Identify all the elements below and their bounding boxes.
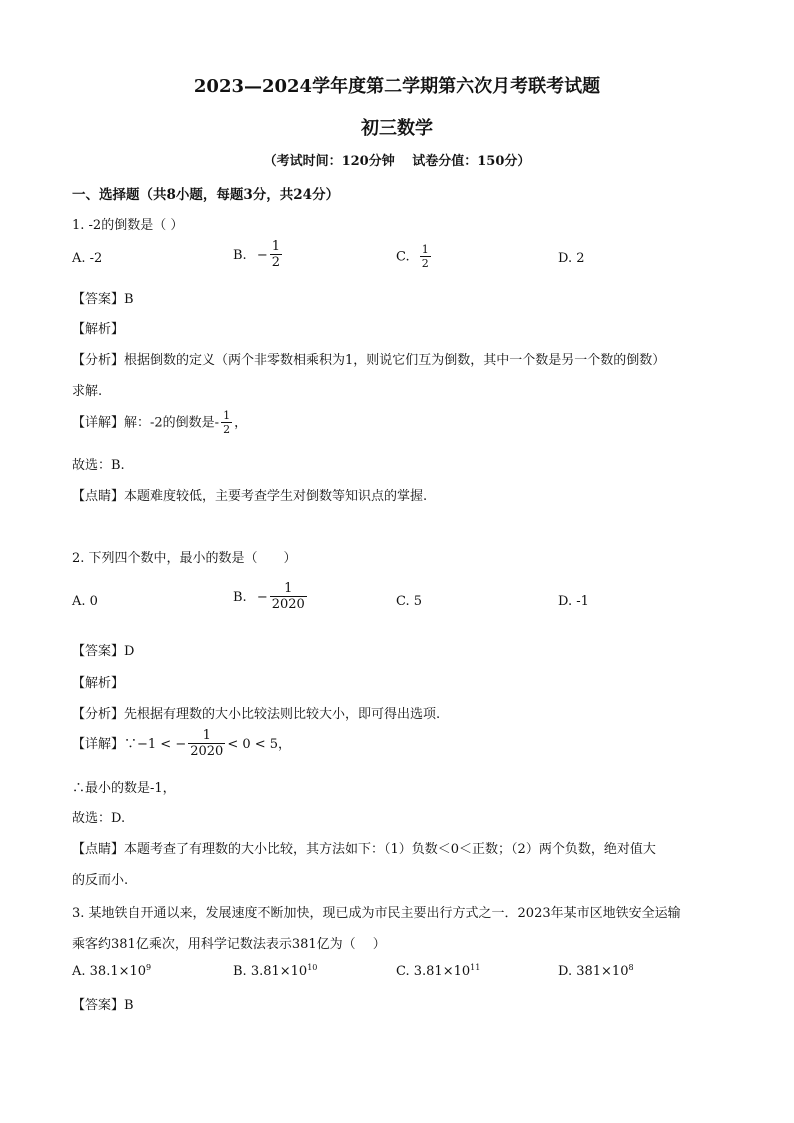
q2-comment-line-2: 的反而小.: [72, 873, 129, 888]
q2-option-b: B. − $\frac{1}{2020}$: [233, 581, 305, 613]
q1-analysis-line-2: 求解.: [72, 384, 103, 399]
q1-option-d: D. 2: [558, 251, 585, 266]
q3-answer: 【答案】B: [72, 998, 134, 1013]
q1-analysis-line-1: 【分析】根据倒数的定义（两个非零数相乘积为1，则说它们互为倒数，其中一个数是另一个数的倒数）: [72, 353, 666, 368]
q1-option-b-fraction: $\frac{1}{2}$: [271, 239, 281, 271]
q3-option-b: B. $3.81\times 10^{10}$: [233, 963, 318, 979]
q2-detail: 【详解】∵−1 < − $\frac{1}{2020}$ < 0 < 5，: [72, 728, 292, 760]
q1-analysis-tag: 【解析】: [72, 322, 125, 337]
q1-detail: 【详解】解：-2的倒数是- $\frac{1}{2}$ ，: [72, 409, 248, 437]
q2-stem: 2. 下列四个数中，最小的数是（ ）: [72, 551, 297, 566]
q1-option-b: B. − $\frac{1}{2}$: [233, 239, 281, 271]
q2-option-c: C. 5: [396, 594, 423, 609]
q2-answer: 【答案】D: [72, 644, 135, 659]
q3-option-a: A. $38.1\times 10^9$: [72, 963, 152, 979]
exam-subject: 初三数学: [361, 118, 433, 139]
q1-option-a: A. -2: [72, 251, 103, 266]
q1-answer: 【答案】B: [72, 292, 134, 307]
q1-comment: 【点睛】本题难度较低，主要考查学生对倒数等知识点的掌握.: [72, 489, 428, 504]
q2-therefore: ∴最小的数是-1，: [72, 781, 176, 796]
q2-analysis-tag: 【解析】: [72, 676, 125, 691]
q2-option-b-fraction: $\frac{1}{2020}$: [271, 581, 305, 613]
q1-stem: 1. -2的倒数是（ ）: [72, 218, 184, 233]
q2-choose: 故选：D.: [72, 811, 126, 826]
q2-analysis-line-1: 【分析】先根据有理数的大小比较法则比较大小，即可得出选项.: [72, 707, 441, 722]
q1-choose: 故选：B.: [72, 458, 125, 473]
q3-stem-line-2: 乘客约381亿乘次，用科学记数法表示381亿为（ ）: [72, 937, 386, 952]
q1-option-c: C. $\frac{1}{2}$: [396, 243, 429, 271]
q1-detail-fraction: $\frac{1}{2}$: [223, 409, 231, 437]
q3-option-c: C. $3.81\times 10^{11}$: [396, 963, 481, 979]
section-heading: 一、选择题（共8小题，每题3分，共24分）: [72, 187, 340, 203]
q1-option-c-fraction: $\frac{1}{2}$: [421, 243, 429, 271]
q2-option-d: D. -1: [558, 594, 589, 609]
exam-meta: （考试时间：120分钟 试卷分值：150分）: [263, 154, 531, 169]
q3-stem-line-1: 3. 某地铁自开通以来，发展速度不断加快，现已成为市民主要出行方式之一．2023年某市区地铁安全运输: [72, 906, 681, 921]
q2-comment-line-1: 【点睛】本题考查了有理数的大小比较，其方法如下：（1）负数＜0＜正数；（2）两个负数，绝对值大: [72, 842, 656, 857]
q3-option-d: D. $381\times 10^8$: [558, 963, 634, 979]
q2-option-a: A. 0: [72, 594, 98, 609]
exam-title: 2023—2024学年度第二学期第六次月考联考试题: [193, 76, 601, 97]
q2-detail-fraction: $\frac{1}{2020}$: [190, 728, 224, 760]
